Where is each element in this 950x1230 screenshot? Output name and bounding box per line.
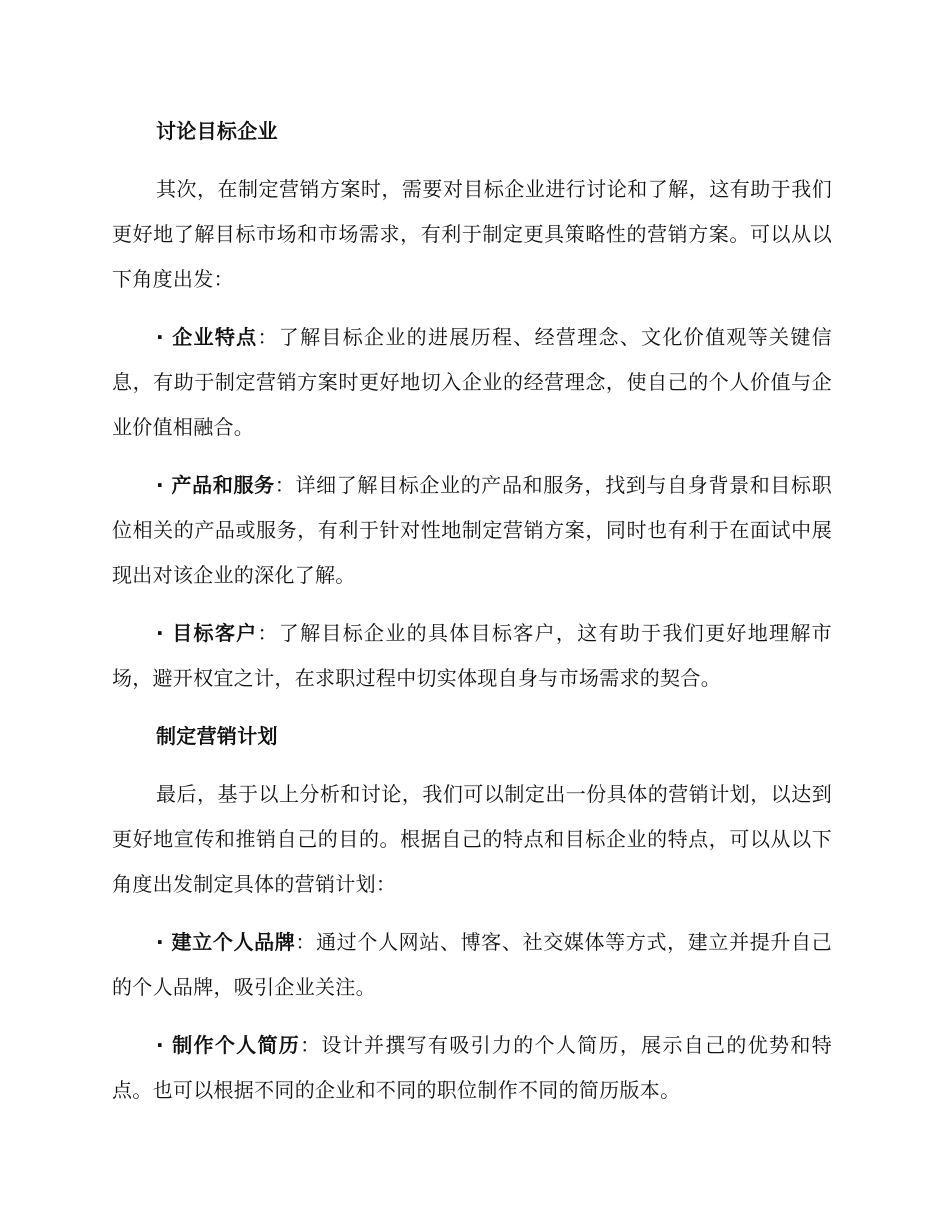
bullet-marker: · — [156, 473, 172, 497]
bullet-marker: · — [156, 621, 173, 645]
bullet-separator: ： — [295, 930, 317, 954]
bullet-item-company-traits — [112, 315, 832, 450]
bullet-term: 产品和服务 — [171, 473, 275, 497]
bullet-text: 通过个人网站、博客、社交媒体等方式，建立并提升自己的个人品牌，吸引企业关注。 — [112, 930, 832, 999]
bullet-marker: · — [156, 325, 173, 349]
bullet-separator: ： — [257, 621, 279, 645]
bullet-text: 详细了解目标企业的产品和服务，找到与自身背景和目标职位相关的产品或服务，有利于针对性地制定营销方案，同时也有利于在面试中展现出对该企业的深化了解。 — [112, 473, 832, 587]
bullet-marker: · — [156, 930, 172, 954]
bullet-item-target-customers — [112, 611, 832, 701]
bullet-separator: ： — [274, 473, 296, 497]
bullet-text: 设计并撰写有吸引力的个人简历，展示自己的优势和特点。也可以根据不同的企业和不同的职位制作不同的简历版本。 — [112, 1033, 832, 1102]
section-intro-target-company: 其次，在制定营销方案时，需要对目标企业进行讨论和了解，这有助于我们更好地了解目标市场和市场需求，有利于制定更具策略性的营销方案。可以从以下角度出发： — [112, 177, 832, 291]
section-heading-marketing-plan: 制定营销计划 — [156, 724, 278, 748]
bullet-term: 企业特点 — [172, 325, 258, 349]
bullet-separator: ： — [300, 1033, 322, 1057]
bullet-term: 建立个人品牌 — [171, 930, 296, 954]
bullet-text: 了解目标企业的进展历程、经营理念、文化价值观等关键信息，有助于制定营销方案时更好地切入企业的经营理念，使自己的个人价值与企业价值相融合。 — [112, 325, 832, 439]
bullet-item-products-services — [112, 463, 832, 598]
bullet-item-resume — [112, 1023, 832, 1113]
section-heading-target-company: 讨论目标企业 — [156, 119, 278, 143]
bullet-term: 制作个人简历 — [172, 1033, 301, 1057]
bullet-term: 目标客户 — [172, 621, 258, 645]
document-body — [112, 109, 832, 1126]
section-intro-marketing-plan: 最后，基于以上分析和讨论，我们可以制定出一份具体的营销计划，以达到更好地宣传和推销自己的目的。根据自己的特点和目标企业的特点，可以从以下角度出发制定具体的营销计划： — [112, 782, 832, 896]
bullet-separator: ： — [257, 325, 279, 349]
bullet-marker: · — [156, 1033, 173, 1057]
bullet-item-personal-brand — [112, 920, 832, 1010]
bullet-text: 了解目标企业的具体目标客户，这有助于我们更好地理解市场，避开权宜之计，在求职过程中切实体现自身与市场需求的契合。 — [112, 621, 832, 690]
